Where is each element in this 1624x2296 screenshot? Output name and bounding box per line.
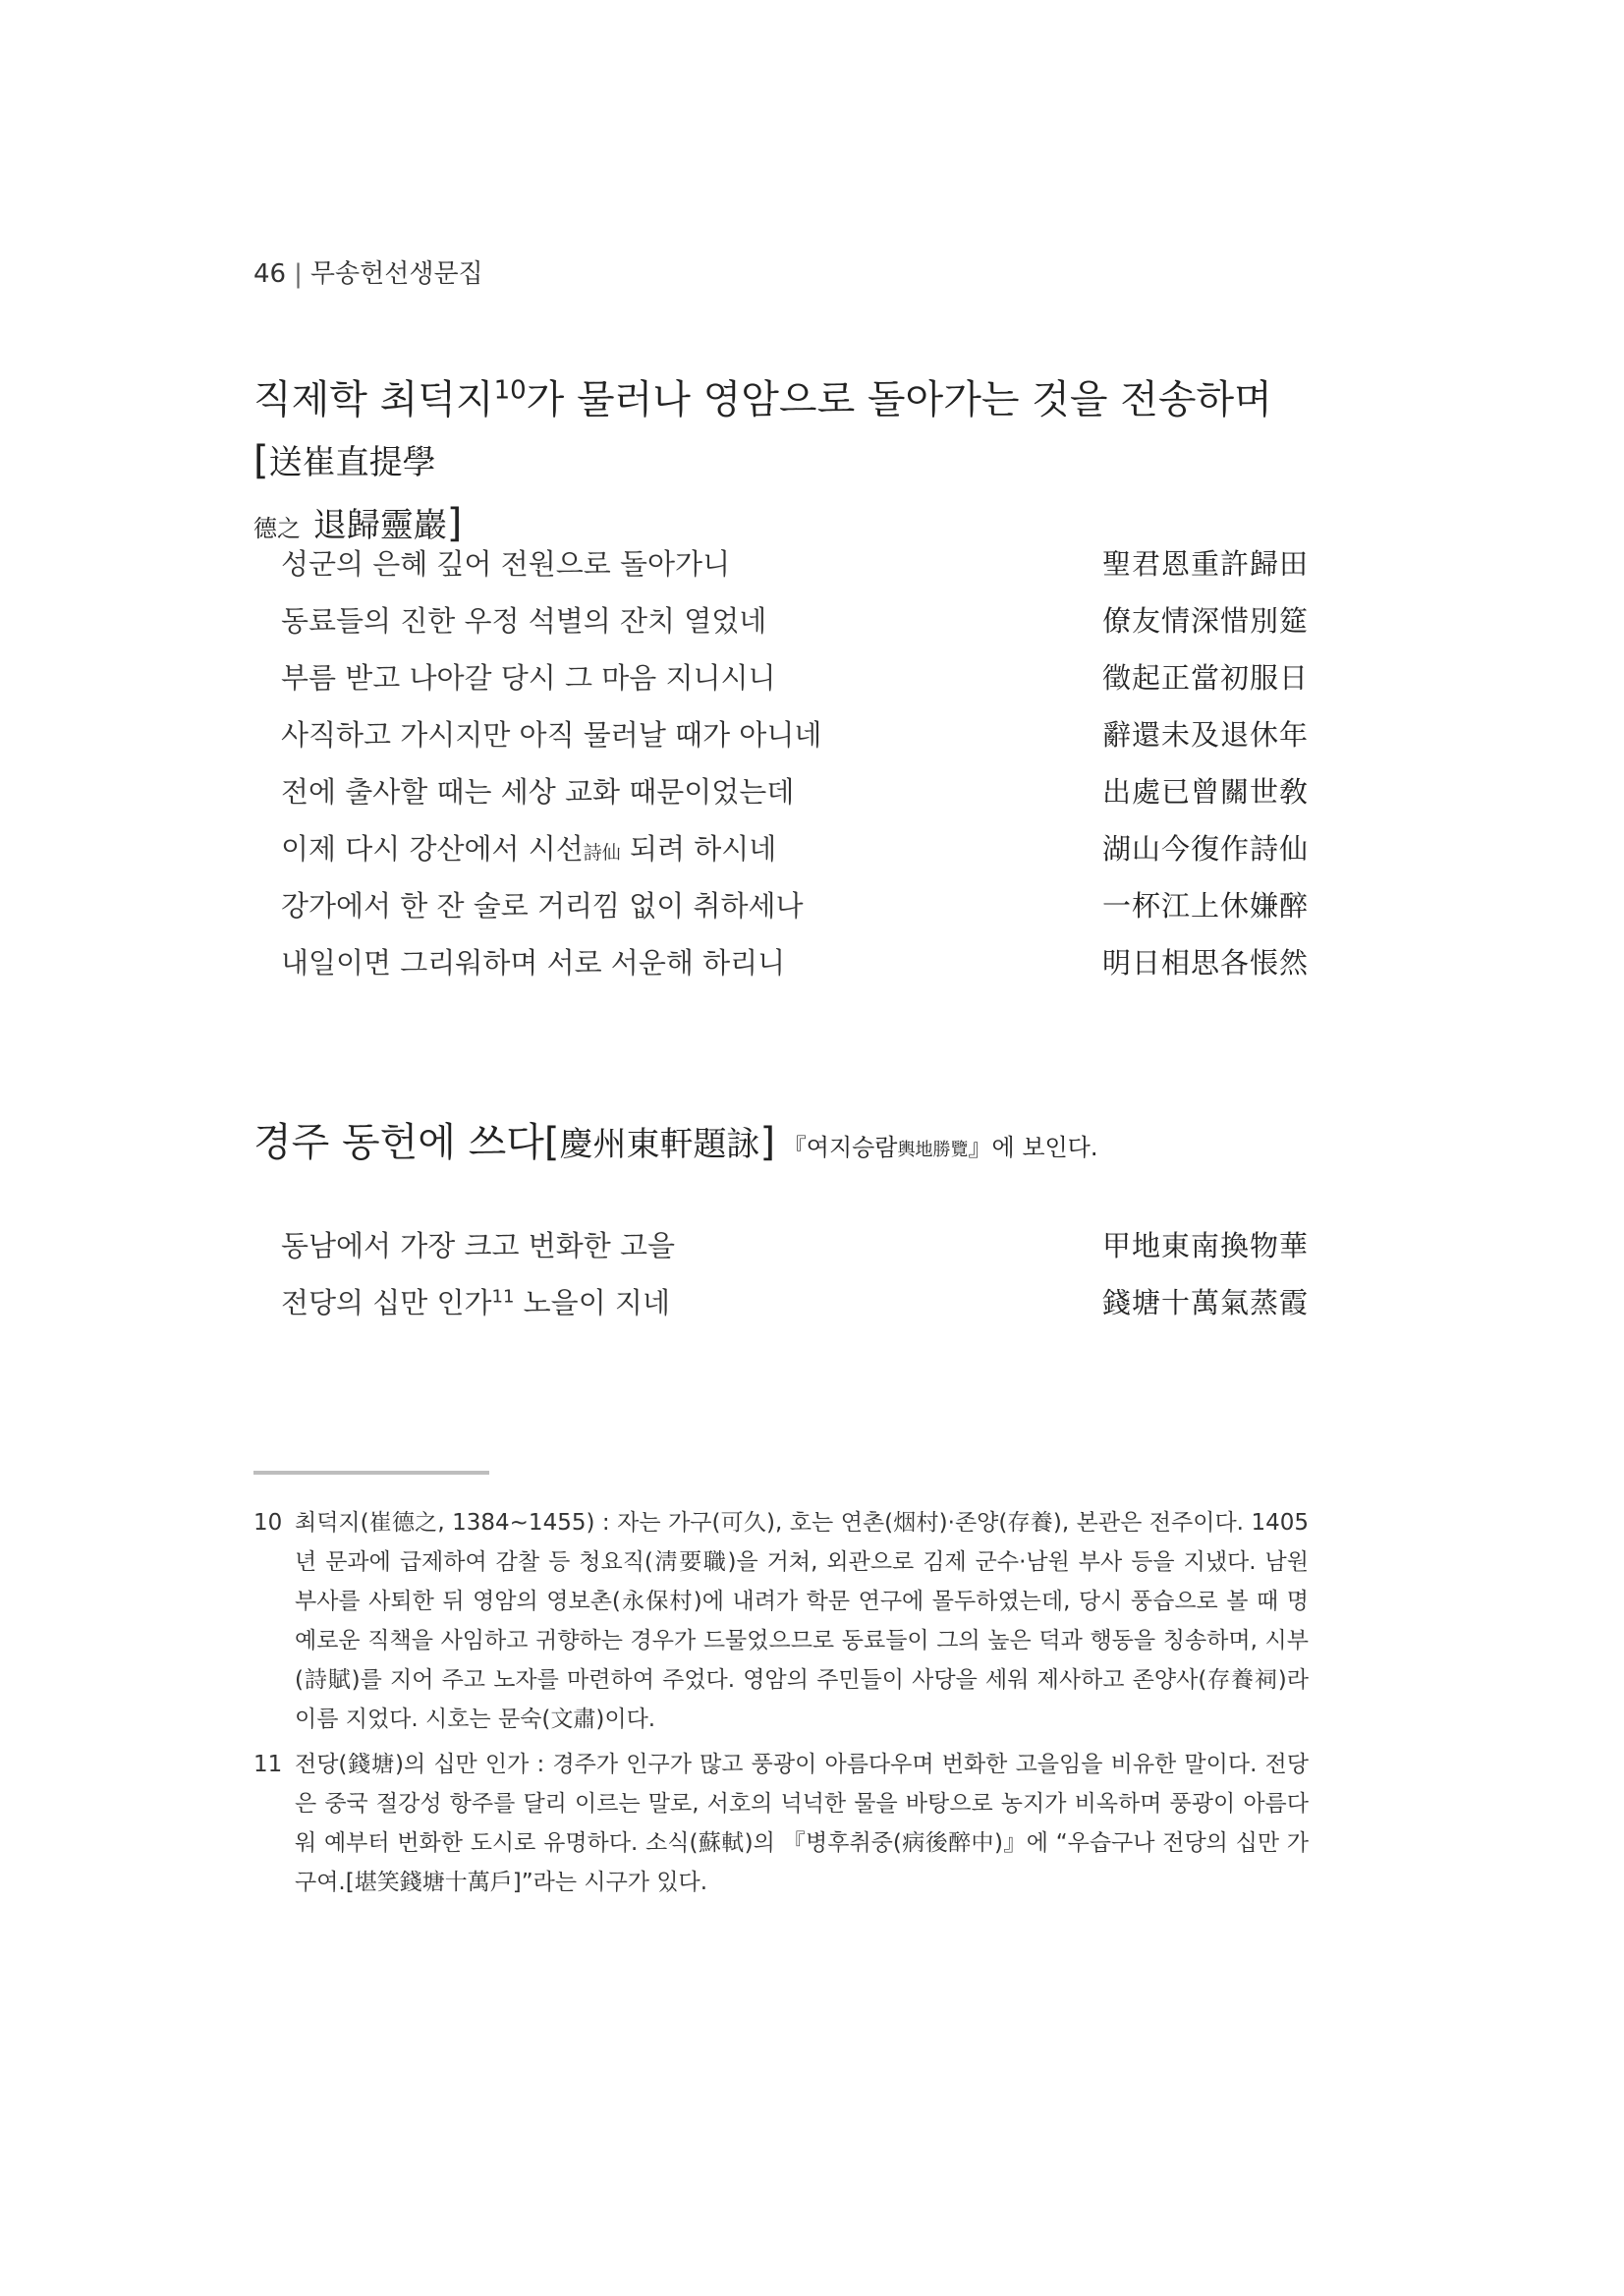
footnote-ref-10[interactable]: 10: [493, 375, 527, 406]
poem-title-2-source-hanja: 輿地勝覽: [897, 1140, 969, 1160]
poem-line-cn: 徵起正當初服日: [1101, 661, 1309, 695]
poem-line-cn: 一杯江上休嫌醉: [1101, 889, 1309, 923]
poem-line-cn: 錢塘十萬氣蒸霞: [1101, 1286, 1309, 1319]
footnote-number: 11: [253, 1752, 283, 1777]
footnote-text: 전당(錢塘)의 십만 인가 : 경주가 인구가 많고 풍광이 아름다우며 번화한 고을임을 비유한 말이다. 전당은 중국 절강성 항주를 달리 이르는 말로, 서호의 넉넉한 물을 바탕으로 농지가 비옥하며 풍광이 아름다워 예부터 번화한 도시로 유명하다. 소식(蘇軾)의 『병후취중(病後醉中)』에 “우습구나 전당의 십만 가구여.[堪笑錢塘十萬戶]”라는 시구가 있다.: [295, 1752, 1309, 1895]
footnote-ref-11[interactable]: 11: [491, 1286, 515, 1308]
poem-line: [281, 1224, 1309, 1281]
poem-line-cn: 聖君恩重許歸田: [1101, 547, 1309, 581]
poem-title-1-ko-b: 가 물러나 영암으로 돌아가는 것을 전송하며[: [253, 377, 1272, 483]
poem-line: [281, 599, 1309, 656]
poem-line-ko: 전에 출사할 때는 세상 교화 때문이었는데: [281, 775, 795, 809]
poem-line: [281, 941, 1309, 998]
poem-line-ko-a: 이제 다시 강산에서 시선: [281, 832, 584, 866]
poem-line-cn: 明日相思各悵然: [1101, 946, 1309, 980]
poem-title-1-hanja-small: 德之: [253, 515, 301, 542]
poem-title-2-close: ]: [759, 1120, 776, 1165]
poem-line-ko-a: 전당의 십만 인가: [281, 1286, 492, 1319]
poem-line-ko: 동료들의 진한 우정 석별의 잔치 열었네: [281, 604, 767, 638]
poem-line-ko: 성군의 은혜 깊어 전원으로 돌아가니: [281, 547, 731, 581]
running-header: [253, 253, 483, 290]
poem-line: [281, 542, 1309, 599]
poem-title-2-ko: 경주 동헌에 쓰다[: [253, 1120, 560, 1165]
poem-line-ko: 내일이면 그리워하며 서로 서운해 하리니: [281, 946, 786, 980]
poem-line-ko: 부름 받고 나아갈 당시 그 마음 지니시니: [281, 661, 776, 695]
poem-title-2-source-b: 』에 보인다.: [968, 1134, 1098, 1161]
poem-line-cn: 湖山今復作詩仙: [1101, 832, 1309, 866]
poem-line-ko: [281, 827, 776, 868]
footnotes: [253, 1503, 1309, 1908]
poem-title-2-hanja: 慶州東軒題詠: [559, 1125, 760, 1164]
footnote-divider: [253, 1471, 489, 1475]
poem-line: [281, 884, 1309, 941]
poem-line-ko: [281, 1281, 670, 1321]
poem-title-1-close: ]: [446, 501, 463, 546]
header-separator: |: [294, 259, 303, 289]
footnote-10: [253, 1503, 1309, 1739]
poem-line: [281, 1281, 1309, 1338]
poem-line-ko: 강가에서 한 잔 술로 거리낌 없이 취하세나: [281, 889, 804, 923]
poem-1: [281, 542, 1309, 998]
poem-title-2-source-a: 『여지승람: [775, 1134, 898, 1161]
footnote-11: [253, 1745, 1309, 1902]
poem-title-1-ko-a: 직제학 최덕지: [253, 377, 494, 422]
poem-line-ko-b: 노을이 지네: [514, 1286, 670, 1319]
poem-line: [281, 827, 1309, 884]
poem-line-ko: 사직하고 가시지만 아직 물러날 때가 아니네: [281, 718, 822, 752]
poem-line-cn: 出處已曾關世敎: [1101, 775, 1309, 809]
poem-line-cn: 僚友情深惜別筵: [1101, 604, 1309, 638]
poem-line: [281, 656, 1309, 713]
poem-line: [281, 770, 1309, 827]
poem-line-cn: 甲地東南換物華: [1101, 1229, 1309, 1262]
poem-line-ko-b: 되려 하시네: [620, 832, 777, 866]
poem-title-1-hanja-b: 退歸靈巖: [312, 506, 447, 545]
footnote-number: 10: [253, 1510, 283, 1536]
poem-title-1: [253, 369, 1307, 559]
poem-line-ko-hanja: 詩仙: [583, 842, 621, 864]
page-number: 46: [253, 259, 287, 289]
poem-2: [281, 1224, 1309, 1338]
poem-line-ko: 동남에서 가장 크고 번화한 고을: [281, 1229, 676, 1262]
poem-line: [281, 713, 1309, 770]
book-title: 무송헌선생문집: [309, 259, 483, 289]
poem-title-2: [253, 1112, 1307, 1181]
poem-line-cn: 辭還未及退休年: [1101, 718, 1309, 752]
footnote-text: 최덕지(崔德之, 1384~1455) : 자는 가구(可久), 호는 연촌(烟村)·존양(存養), 본관은 전주이다. 1405년 문과에 급제하여 감찰 등 청요직(淸要職)을 거쳐, 외관으로 김제 군수·남원 부사 등을 지냈다. 남원 부사를 사퇴한 뒤 영암의 영보촌(永保村)에 내려가 학문 연구에 몰두하였는데, 당시 풍습으로 볼 때 명예로운 직책을 사임하고 귀향하는 경우가 드물었으므로 동료들이 그의 높은 덕과 행동을 칭송하며, 시부(詩賦)를 지어 주고 노자를 마련하여 주었다. 영암의 주민들이 사당을 세워 제사하고 존양사(存養祠)라 이름 지었다. 시호는 문숙(文肅)이다.: [295, 1510, 1309, 1732]
poem-title-1-hanja-a: 送崔直提學: [268, 443, 436, 482]
